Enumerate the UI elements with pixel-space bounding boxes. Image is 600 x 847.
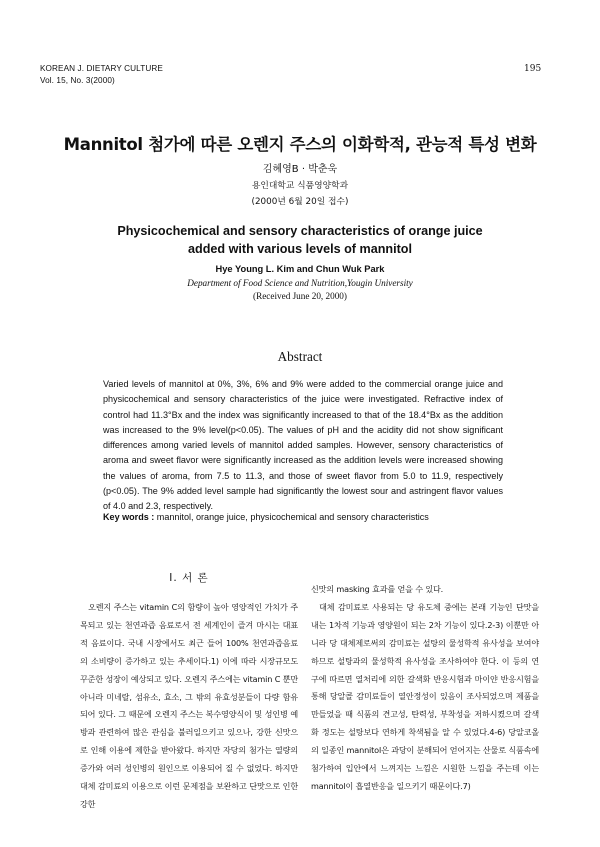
page-number: 195: [524, 64, 542, 74]
body-paragraph: 오렌지 주스는 vitamin C의 함량이 높아 영양적인 가치가 주목되고 있는 천연과즙 음료로서 전 세계인이 즐겨 마시는 대표적 음료이다. 국내 시장에서도 최근 들어 100% 천연과즙음료의 소비량이 증가하고 있는 추세이다.1) 이에 따라 시장규모도 꾸준한 성장이 예상되고 있다. 오렌지 주스에는 vitamin C 뿐만 아니라 미네랄, 섬유소, 효소, 그 밖의 유효성분들이 다량 함유되어 있다. 그 때문에 오렌지 주스는 복수영양식이 및 성인병 예방과 관련하여 많은 관심을 불러일으키고 있으나, 강한 신맛으로 인해 이용에 제한을 받아왔다. 하지만 자당의 첨가는 열량의 증가와 여러 성인병의 원인으로 이용되어 질 수 없었다. 하지만 대체 감미료의 이용으로 이런 문제점을 보완하고 단맛으로 인한 강한: [80, 602, 298, 809]
english-authors: Hye Young L. Kim and Chun Wuk Park: [215, 264, 385, 274]
journal-citation: [40, 63, 163, 87]
korean-meta: [0, 162, 600, 210]
korean-title: Mannitol 첨가에 따른 오렌지 주스의 이화학적, 관능적 특성 변화: [63, 135, 537, 154]
abstract-heading: Abstract: [277, 349, 323, 364]
english-title-line2: added with various levels of mannitol: [188, 242, 412, 256]
body-right-column: [311, 581, 539, 796]
keywords-list: mannitol, orange juice, physicochemical and sensory characteristics: [154, 512, 429, 522]
korean-received-date: (2000년 6월 20일 접수): [251, 197, 349, 207]
abstract-text: Varied levels of mannitol at 0%, 3%, 6% and 9% were added to the commercial orange juice and physicochemical and sensory characteristics of the juice were investigated. Refractive index of control had 11.3°Bx and the index was significantly increased to that of the 18.4°Bx as the addition was increased to the 9% level(p<0.05). The values of pH and the acidity did not show significant differences among varied levels of mannitol added samples. However, sensory characteristics of aroma and sweet flavor were significantly increased as the addition levels were increased showing the values of aroma, from 7.5 to 11.3, and those of sweet flavor from 5.0 to 11.9, respectively (p<0.05). The 9% added level sample had significantly the lowest sour and astringent flavor values of 4.0 and 2.3, respectively.: [103, 379, 503, 512]
keywords-label: Key words :: [103, 512, 155, 522]
keywords: [103, 512, 523, 522]
korean-authors: 김혜영B · 박춘욱: [262, 164, 338, 175]
english-received-date: (Received June 20, 2000): [253, 291, 347, 301]
english-department: Department of Food Science and Nutrition,Yougin University: [187, 278, 413, 288]
body-paragraph: 대체 감미료로 사용되는 당 유도체 중에는 본래 기능인 단맛을 내는 1차적 기능과 영양원이 되는 2차 기능이 있다.2-3) 이뿐만 아니라 당 대체제로써의 감미료는 설탕의 물성학적 유사성을 보여야 하므로 설탕과의 물성학적 유사성을 조사하여야 한다. 이 등의 연구에 따르면 열처리에 의한 갈색화 반응시험과 마이얀 반응시험을 통해 당알콜 감미료들이 열안정성이 있음이 조사되었으며 제품을 만들었을 때 식품의 견고성, 탄력성, 부착성을 저하시켰으며 갈색화 정도는 설탕보다 연하게 착색됨을 알 수 있었다.4-6) 당알코올의 일종인 mannitol은 과당이 분해되어 얻어지는 산물로 식품속에 첨가하여 입안에서 느껴지는 느낌은 시원한 느낌을 주는데 이는 mannitol이 흡열반응을 일으키기 때문이다.7): [311, 601, 539, 791]
korean-affiliation: 용인대학교 식품영양학과: [251, 181, 349, 191]
section-title-introduction: I. 서 론: [169, 572, 209, 584]
english-title: [0, 222, 600, 258]
english-meta: [0, 277, 600, 303]
english-title-line1: Physicochemical and sensory characteristics of orange juice: [117, 224, 483, 238]
journal-name: KOREAN J. DIETARY CULTURE: [40, 64, 163, 73]
body-left-column: [80, 599, 298, 814]
journal-volume: Vol. 15, No. 3(2000): [40, 76, 115, 85]
body-paragraph: 신맛의 masking 효과를 얻을 수 있다.: [311, 584, 444, 594]
